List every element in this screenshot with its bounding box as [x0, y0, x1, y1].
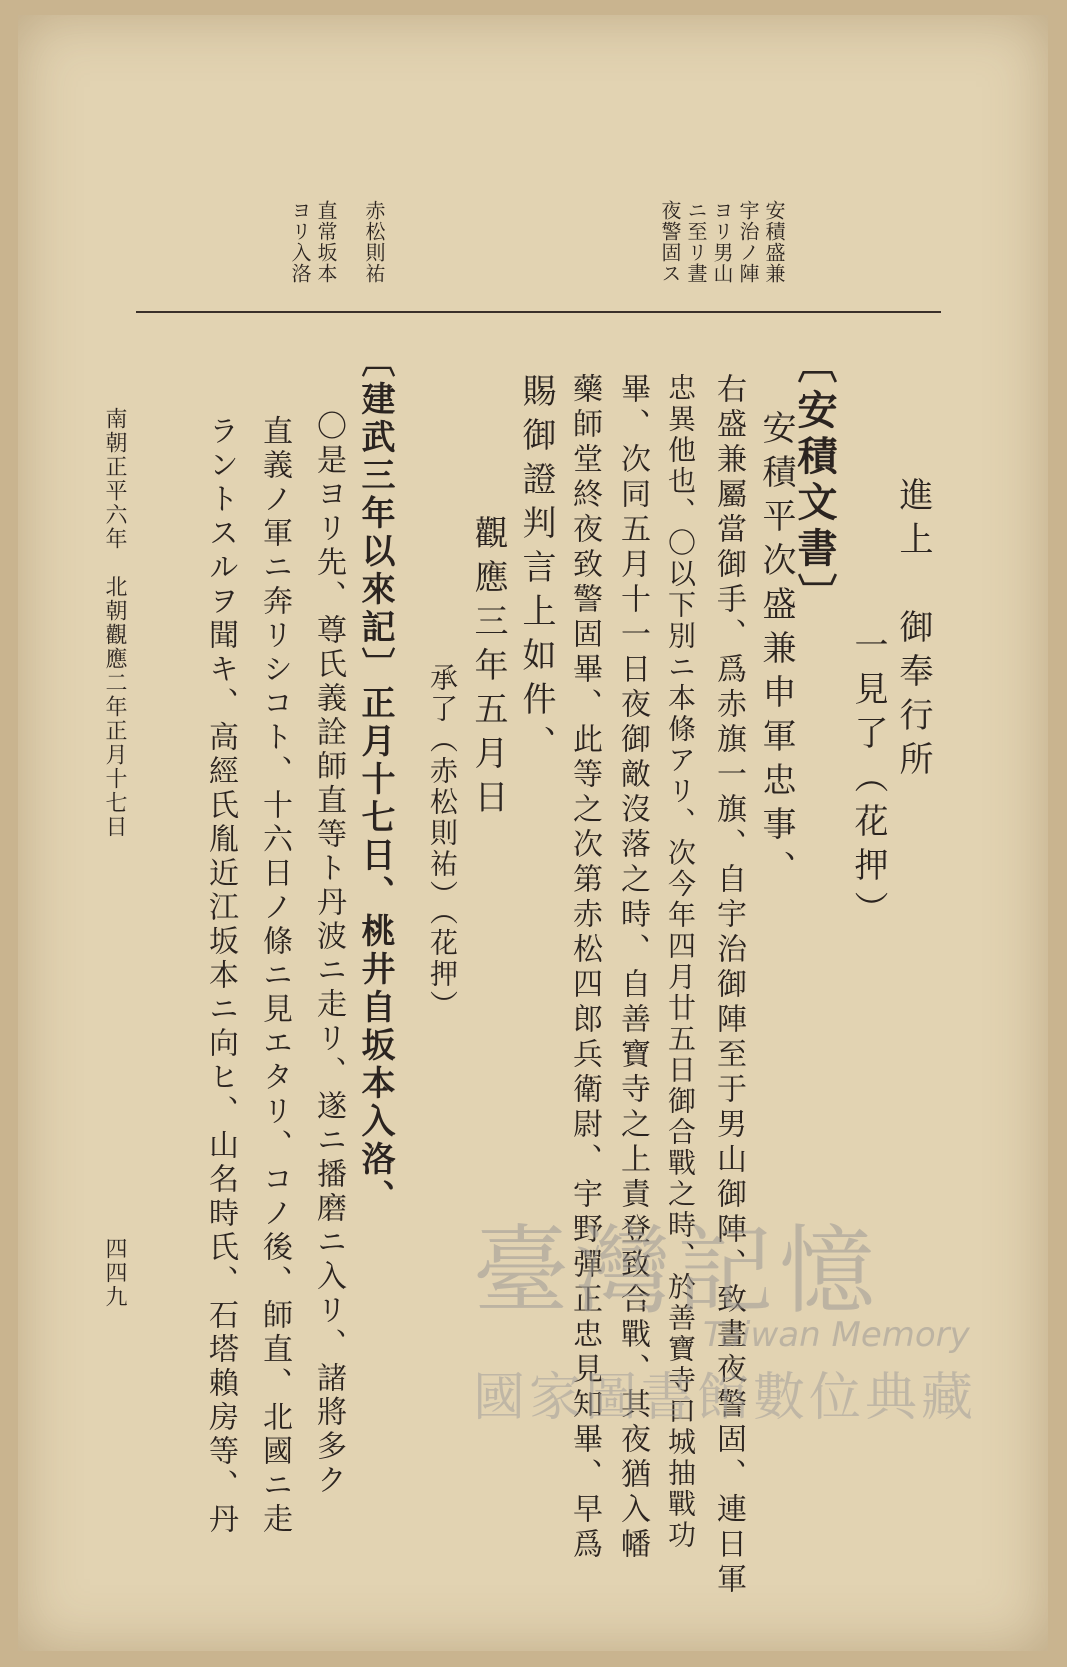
text-column: ラントスルヲ聞キ、高經氏胤近江坂本ニ向ヒ、山名時氏、石塔賴房等、丹 [203, 415, 238, 1537]
text-column: 賜御證判言上如件、 [516, 373, 556, 769]
source-heading: 〔安積文書〕 [791, 343, 838, 619]
text-column: 直義ノ軍ニ奔リシコト、十六日ノ條ニ見エタリ、コノ後、師直、北國ニ走 [257, 415, 292, 1537]
margin-note: 安積盛兼 [762, 200, 786, 284]
text-column: 進上 御奉行所 [893, 477, 933, 785]
text-column: 安積平次盛兼申軍忠事、 [756, 410, 796, 894]
watermark-title: 臺灣記憶 [473, 1215, 881, 1327]
text-column: 忠異他也、〇以下別ニ本條アリ、次今年四月廿五日御合戰之時、於善寶寺口城抽戰功 [664, 373, 697, 1551]
margin-note: 赤松則祐 [362, 200, 386, 284]
margin-note: 直常坂本 [314, 200, 338, 284]
watermark-subtitle: 國家圖書館數位典藏 [473, 1368, 978, 1428]
margin-note: 夜警固ス [658, 200, 682, 284]
text-column: 〇是ヨリ先、尊氏義詮師直等ト丹波ニ走リ、遂ニ播磨ニ入リ、諸將多ク [311, 410, 346, 1498]
page-number: 四四九 [102, 1237, 127, 1309]
margin-note: 宇治ノ陣 [736, 200, 760, 284]
library-watermark [473, 1195, 993, 1428]
margin-note: ヨリ入洛 [288, 200, 312, 284]
margin-note: ニ至リ晝 [684, 200, 708, 284]
source-heading: 〔建武三年以來記〕正月十七日、桃井自坂本入洛、 [355, 343, 395, 1217]
text-column: 畢、次同五月十一日夜御敵沒落之時、自善寶寺之上責登致合戰、其夜猶入幡 [615, 373, 650, 1563]
separator-rule [136, 311, 941, 313]
text-column: 右盛兼屬當御手、爲赤旗一旗、自宇治御陣至于男山御陣、致晝夜警固、連日軍 [711, 373, 746, 1598]
text-column: 藥師堂終夜致警固畢、此等之次第赤松四郎兵衛尉、宇野彈正忠見知畢、早爲 [567, 373, 602, 1563]
text-column: 一見了（花押） [848, 627, 888, 935]
document-page [18, 15, 1048, 1651]
era-footer: 南朝正平六年 北朝觀應二年正月十七日 [102, 407, 127, 839]
margin-note: ヨリ男山 [710, 200, 734, 284]
date-column: 觀應三年五月日 [468, 515, 508, 823]
watermark-english: Taiwan Memory [703, 1315, 970, 1355]
approval-column: 承了（赤松則祐）（花押） [426, 663, 459, 1021]
